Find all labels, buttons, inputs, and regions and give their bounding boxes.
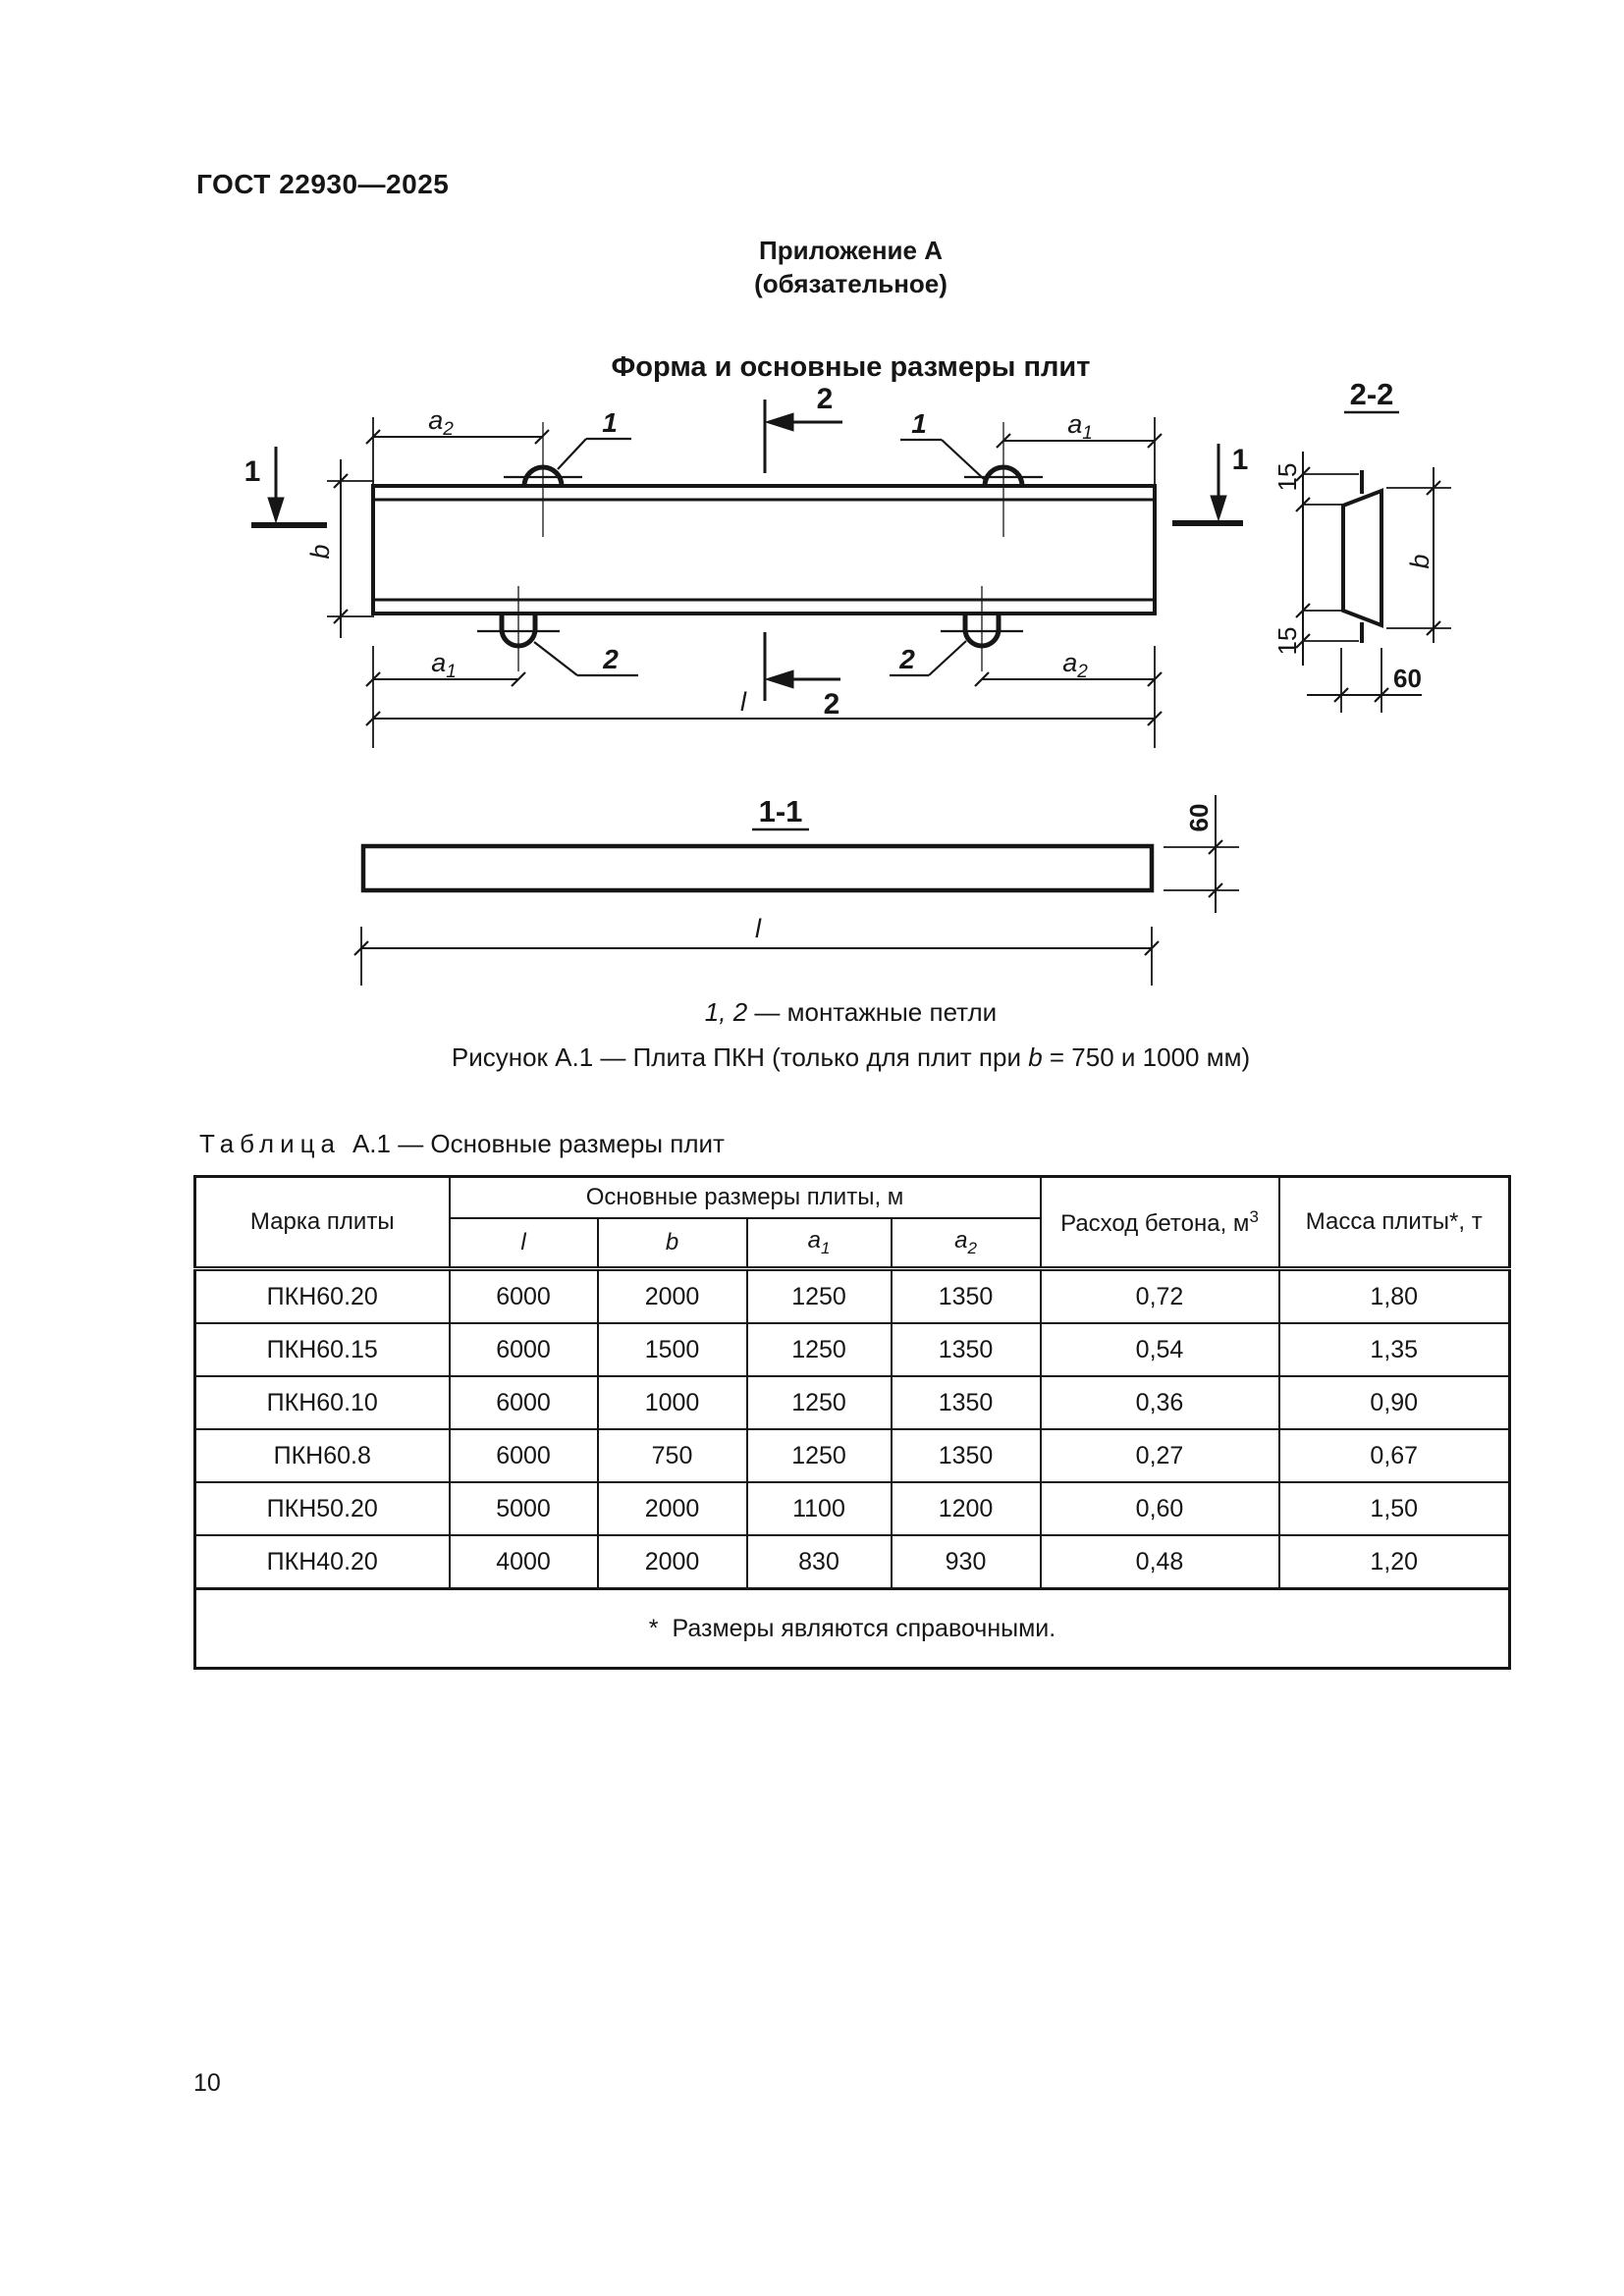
- cell-a1: 1100: [747, 1482, 892, 1535]
- cell-concrete: 0,48: [1041, 1535, 1279, 1589]
- leader-loop-2-left: [534, 642, 638, 675]
- table-footnote: [195, 1589, 1510, 1669]
- col-header-group: Основные размеры плиты, м: [450, 1177, 1041, 1219]
- footnote-star: *: [648, 1614, 659, 1642]
- cell-a2: 1200: [892, 1482, 1041, 1535]
- cell-a2: 930: [892, 1535, 1041, 1589]
- col-header-a1: [747, 1218, 892, 1269]
- cell-mark: ПКН60.15: [195, 1323, 450, 1376]
- cell-l: 4000: [450, 1535, 598, 1589]
- cell-b: 2000: [598, 1269, 747, 1324]
- plate-longitudinal-section: [363, 846, 1152, 890]
- leader-loop-1-right: [900, 408, 984, 479]
- cell-b: 2000: [598, 1535, 747, 1589]
- col-header-b: b: [598, 1218, 747, 1269]
- plan-view: [244, 383, 1249, 748]
- dim-l-label: l: [740, 687, 746, 717]
- svg-text:a2: [1062, 648, 1088, 682]
- col-concrete-sup: 3: [1249, 1206, 1259, 1226]
- dim-b-left: [305, 459, 374, 638]
- dim-60-label: 60: [1184, 803, 1214, 832]
- dim-a2-sub: 2: [1077, 662, 1088, 682]
- svg-text:a1: [431, 648, 457, 682]
- section-mark-1-left: [244, 447, 327, 525]
- cell-mark: ПКН60.10: [195, 1376, 450, 1429]
- dim-a1-label: a: [431, 648, 447, 677]
- cell-a1: 1250: [747, 1323, 892, 1376]
- table-row: [195, 1535, 1510, 1589]
- appendix-section-heading: Форма и основные размеры плит: [611, 351, 1091, 383]
- appendix-title: Приложение А: [759, 236, 943, 265]
- dim-b-label: b: [305, 544, 335, 560]
- table-title-word: Таблица: [199, 1129, 341, 1158]
- dim-60-label: 60: [1393, 664, 1422, 693]
- cell-mark: ПКН60.8: [195, 1429, 450, 1482]
- cell-l: 6000: [450, 1269, 598, 1324]
- cell-l: 6000: [450, 1429, 598, 1482]
- cell-a2: 1350: [892, 1323, 1041, 1376]
- footnote-text: Размеры являются справочными.: [672, 1614, 1056, 1642]
- col-a1-sub: 1: [820, 1238, 831, 1257]
- view-title-2-2: 2-2: [1349, 377, 1394, 411]
- view-title-1-1: 1-1: [758, 794, 803, 828]
- section-1-1-view: [354, 794, 1239, 986]
- cell-concrete: 0,36: [1041, 1376, 1279, 1429]
- cell-concrete: 0,54: [1041, 1323, 1279, 1376]
- cell-concrete: 0,60: [1041, 1482, 1279, 1535]
- cell-mass: 1,20: [1279, 1535, 1510, 1589]
- caption-variable: b: [1028, 1042, 1043, 1072]
- leader-label-1: 1: [911, 408, 927, 439]
- cell-a2: 1350: [892, 1269, 1041, 1324]
- dimensions-table: [193, 1175, 1511, 1670]
- dim-b-section: [1386, 467, 1451, 643]
- col-header-mass: Масса плиты*, т: [1279, 1177, 1510, 1269]
- svg-text:a2: [428, 405, 454, 440]
- dim-a1-sub: 1: [446, 662, 457, 682]
- cell-mass: 0,90: [1279, 1376, 1510, 1429]
- leader-loop-1-left: [558, 407, 631, 469]
- section-1-label: 1: [1231, 444, 1249, 476]
- dim-a2-sub: 2: [443, 419, 454, 440]
- section-1-label: 1: [244, 455, 261, 488]
- page-number: 10: [193, 2069, 221, 2097]
- cell-concrete: 0,72: [1041, 1269, 1279, 1324]
- leader-loop-2-right: [890, 641, 966, 675]
- section-mark-2-bottom: [765, 632, 840, 721]
- dim-15-top-label: 15: [1272, 462, 1302, 492]
- cell-mass: 0,67: [1279, 1429, 1510, 1482]
- cell-b: 750: [598, 1429, 747, 1482]
- appendix-subtitle: (обязательное): [754, 269, 947, 298]
- section-2-label: 2: [823, 688, 840, 721]
- section-2-label: 2: [816, 383, 834, 415]
- table-row: [195, 1482, 1510, 1535]
- standard-code: ГОСТ 22930—2025: [196, 169, 450, 199]
- cell-l: 6000: [450, 1323, 598, 1376]
- section-mark-1-right: [1172, 444, 1248, 523]
- cell-a1: 830: [747, 1535, 892, 1589]
- plate-outline: [373, 486, 1155, 614]
- figure-caption: [193, 1042, 1508, 1073]
- dim-a2-label: a: [1062, 648, 1078, 677]
- leader-label-2: 2: [603, 644, 619, 674]
- dim-b-label: b: [1405, 554, 1435, 569]
- cell-a1: 1250: [747, 1269, 892, 1324]
- dim-a2-bottom-right: [975, 646, 1162, 748]
- cell-a1: 1250: [747, 1429, 892, 1482]
- cell-b: 2000: [598, 1482, 747, 1535]
- svg-text:a1: [1067, 409, 1093, 444]
- dim-a1-bottom-left: [366, 646, 525, 748]
- cell-l: 5000: [450, 1482, 598, 1535]
- col-header-l: l: [450, 1218, 598, 1269]
- dim-l-label: l: [755, 914, 761, 943]
- dim-60-section: [1307, 648, 1422, 713]
- col-a2-sub: 2: [967, 1238, 977, 1257]
- cell-mark: ПКН50.20: [195, 1482, 450, 1535]
- dim-15-bottom-label: 15: [1272, 626, 1302, 656]
- legend-text: — монтажные петли: [747, 997, 998, 1027]
- col-header-concrete: [1041, 1177, 1279, 1269]
- table-title: [199, 1129, 725, 1159]
- cell-concrete: 0,27: [1041, 1429, 1279, 1482]
- dim-a1-top-right: [997, 409, 1162, 484]
- table-row: [195, 1376, 1510, 1429]
- dim-a2-top-left: [366, 405, 549, 484]
- cell-a2: 1350: [892, 1429, 1041, 1482]
- section-mark-2-top: [765, 383, 842, 473]
- cell-mass: 1,35: [1279, 1323, 1510, 1376]
- cell-b: 1500: [598, 1323, 747, 1376]
- cell-b: 1000: [598, 1376, 747, 1429]
- dim-60-side: [1164, 795, 1239, 913]
- figure-legend: [193, 997, 1508, 1028]
- table-row: [195, 1323, 1510, 1376]
- table-row: [195, 1269, 1510, 1324]
- col-header-mark: Марка плиты: [195, 1177, 450, 1269]
- legend-keys: 1, 2: [704, 997, 748, 1027]
- caption-suffix: = 750 и 1000 мм): [1042, 1042, 1251, 1072]
- cell-mark: ПКН40.20: [195, 1535, 450, 1589]
- figure-a1-drawing: [0, 373, 1624, 1001]
- col-concrete-text: Расход бетона, м: [1060, 1209, 1250, 1237]
- dim-l-section: [354, 914, 1159, 986]
- dim-a1-label: a: [1067, 409, 1083, 439]
- dim-a2-label: a: [428, 405, 444, 435]
- dim-a1-sub: 1: [1082, 423, 1093, 444]
- cell-l: 6000: [450, 1376, 598, 1429]
- table-row: [195, 1429, 1510, 1482]
- cell-a1: 1250: [747, 1376, 892, 1429]
- cell-mass: 1,50: [1279, 1482, 1510, 1535]
- col-a1-base: a: [807, 1227, 821, 1255]
- cell-mass: 1,80: [1279, 1269, 1510, 1324]
- cell-mark: ПКН60.20: [195, 1269, 450, 1324]
- col-a2-base: a: [954, 1227, 968, 1255]
- section-2-2-view: [1272, 377, 1451, 713]
- plate-cross-section: [1343, 491, 1381, 625]
- leader-label-1: 1: [602, 407, 618, 438]
- caption-prefix: Рисунок А.1 — Плита ПКН (только для плит при: [451, 1042, 1029, 1072]
- cell-a2: 1350: [892, 1376, 1041, 1429]
- table-title-rest: А.1 — Основные размеры плит: [352, 1129, 725, 1158]
- col-header-a2: [892, 1218, 1041, 1269]
- leader-label-2: 2: [899, 644, 915, 674]
- appendix-heading-block: [193, 234, 1508, 384]
